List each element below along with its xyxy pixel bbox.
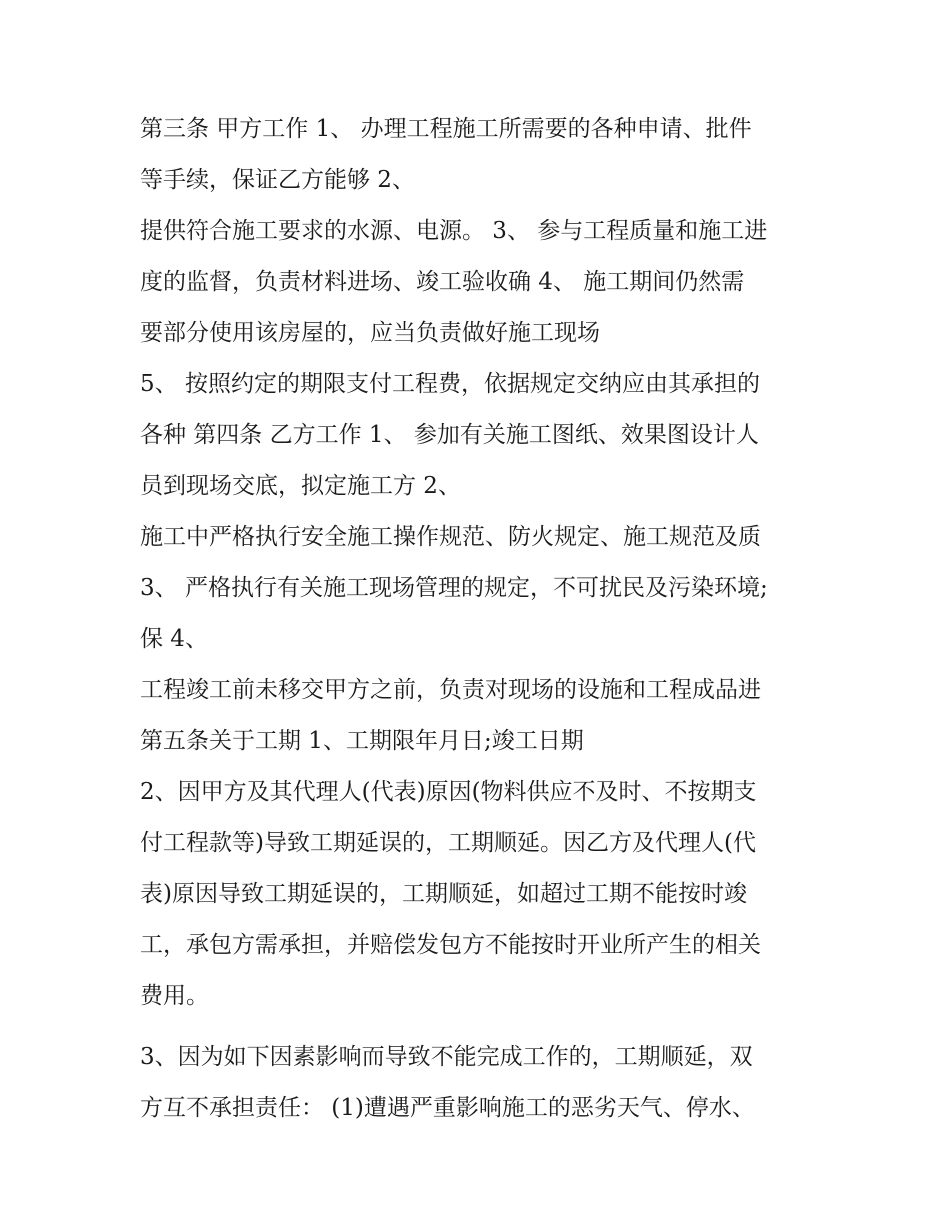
text-line: 第五条关于工期 1、工期限年月日;竣工日期 <box>140 728 584 754</box>
text-line: 施工中严格执行安全施工操作规范、防火规定、施工规范及质 <box>140 524 761 550</box>
text-line: 2、因甲方及其代理人(代表)原因(物料供应不及时、不按期支 <box>140 779 757 805</box>
text-line: 5、 按照约定的期限支付工程费，依据规定交纳应由其承担的 <box>140 371 760 397</box>
text-line: 付工程款等)导致工期延误的，工期顺延。因乙方及代理人(代 <box>140 830 756 856</box>
text-line: 度的监督，负责材料进场、竣工验收确 4、 施工期间仍然需 <box>140 269 745 295</box>
text-line: 表)原因导致工期延误的，工期顺延，如超过工期不能按时竣 <box>140 881 747 907</box>
text-line: 等手续，保证乙方能够 2、 <box>140 167 415 193</box>
text-line: 3、 严格执行有关施工现场管理的规定，不可扰民及污染环境; <box>140 575 768 601</box>
text-line: 提供符合施工要求的水源、电源。 3、 参与工程质量和施工进 <box>140 218 768 244</box>
text-line: 费用。 <box>140 983 209 1009</box>
text-line: 各种 第四条 乙方工作 1、 参加有关施工图纸、效果图设计人 <box>140 422 759 448</box>
text-line: 工，承包方需承担，并赔偿发包方不能按时开业所产生的相关 <box>140 932 761 958</box>
text-line: 3、因为如下因素影响而导致不能完成工作的，工期顺延，双 <box>140 1044 753 1070</box>
contract-text <box>140 108 840 1138</box>
text-line: 第三条 甲方工作 1、 办理工程施工所需要的各种申请、批件 <box>140 116 752 142</box>
text-line: 方互不承担责任： (1)遭遇严重影响施工的恶劣天气、停水、 <box>140 1095 755 1121</box>
text-line: 保 4、 <box>140 626 208 652</box>
text-line: 工程竣工前未移交甲方之前，负责对现场的设施和工程成品进 <box>140 677 761 703</box>
text-line: 要部分使用该房屋的，应当负责做好施工现场 <box>140 320 600 346</box>
text-line: 员到现场交底，拟定施工方 2、 <box>140 473 461 499</box>
